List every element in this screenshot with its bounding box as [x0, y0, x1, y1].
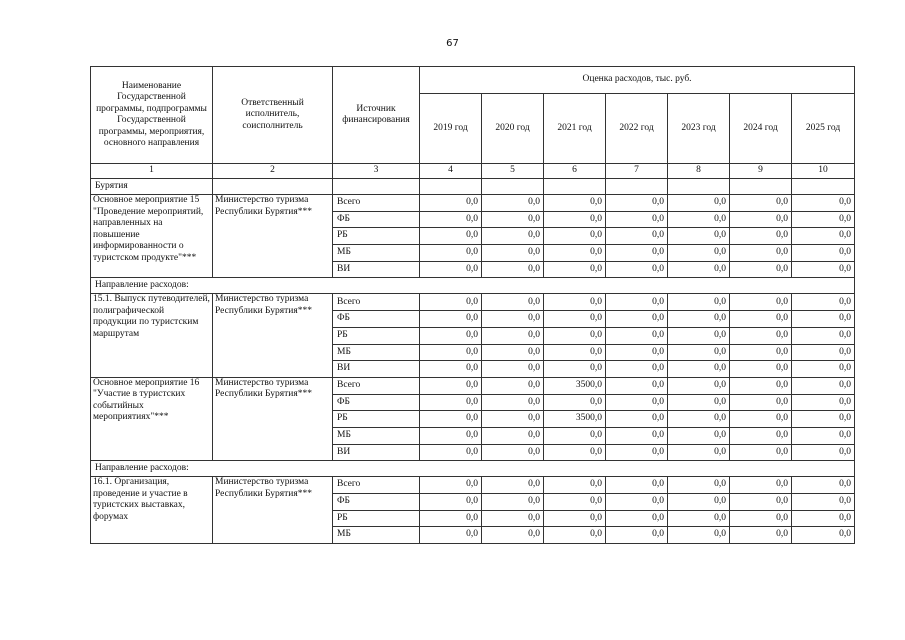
- amount-cell: 0,0: [668, 228, 730, 245]
- amount-cell: 0,0: [606, 477, 668, 494]
- amount-cell: 3500,0: [544, 377, 606, 394]
- amount-cell: 0,0: [730, 427, 792, 444]
- header-year: 2020 год: [482, 94, 544, 164]
- amount-cell: 0,0: [544, 477, 606, 494]
- funding-source: РБ: [333, 228, 420, 245]
- amount-cell: 0,0: [668, 444, 730, 461]
- amount-cell: 0,0: [730, 527, 792, 544]
- column-numbers-row: [91, 164, 855, 179]
- amount-cell: 0,0: [482, 211, 544, 228]
- amount-cell: 0,0: [544, 527, 606, 544]
- amount-cell: 0,0: [544, 261, 606, 278]
- amount-cell: 3500,0: [544, 411, 606, 428]
- amount-cell: 0,0: [420, 377, 482, 394]
- amount-cell: 0,0: [730, 510, 792, 527]
- amount-cell: 0,0: [606, 245, 668, 262]
- executor-name: Министерство туризма Республики Бурятия***: [213, 195, 333, 278]
- amount-cell: 0,0: [420, 311, 482, 328]
- amount-cell: 0,0: [420, 211, 482, 228]
- amount-cell: 0,0: [482, 427, 544, 444]
- amount-cell: 0,0: [482, 195, 544, 212]
- amount-cell: 0,0: [420, 195, 482, 212]
- header-year: 2019 год: [420, 94, 482, 164]
- column-number: 3: [333, 164, 420, 179]
- region-cell: Бурятия: [91, 179, 213, 195]
- amount-cell: 0,0: [792, 377, 855, 394]
- amount-cell: 0,0: [730, 245, 792, 262]
- amount-cell: 0,0: [792, 294, 855, 311]
- amount-cell: 0,0: [730, 228, 792, 245]
- budget-table: [90, 66, 855, 544]
- funding-source: МБ: [333, 427, 420, 444]
- amount-cell: 0,0: [606, 361, 668, 378]
- measure-name: 16.1. Организация, проведение и участие в туристских выставках, форумах: [91, 477, 213, 544]
- amount-cell: 0,0: [420, 245, 482, 262]
- header-funding-source: Источник финансирования: [333, 67, 420, 164]
- table-row: [91, 477, 855, 494]
- page-number: 67: [446, 38, 459, 49]
- direction-row: [91, 461, 855, 477]
- table-row: [91, 377, 855, 394]
- column-number: 6: [544, 164, 606, 179]
- amount-cell: 0,0: [792, 211, 855, 228]
- amount-cell: 0,0: [668, 294, 730, 311]
- amount-cell: 0,0: [792, 411, 855, 428]
- amount-cell: 0,0: [668, 427, 730, 444]
- amount-cell: 0,0: [544, 195, 606, 212]
- amount-cell: 0,0: [482, 394, 544, 411]
- amount-cell: 0,0: [544, 228, 606, 245]
- amount-cell: 0,0: [668, 494, 730, 511]
- column-number: 2: [213, 164, 333, 179]
- column-number: 7: [606, 164, 668, 179]
- funding-source: Всего: [333, 294, 420, 311]
- column-number: 5: [482, 164, 544, 179]
- executor-name: Министерство туризма Республики Бурятия***: [213, 294, 333, 377]
- amount-cell: 0,0: [668, 377, 730, 394]
- amount-cell: 0,0: [668, 261, 730, 278]
- measure-name: Основное мероприятие 16 "Участие в туристских событийных мероприятиях"***: [91, 377, 213, 460]
- amount-cell: 0,0: [792, 394, 855, 411]
- amount-cell: 0,0: [730, 494, 792, 511]
- table-row: [91, 294, 855, 311]
- header-program-name: Наименование Государственной программы, подпрограммы Государственной программы, мероприятия, основного направления: [91, 67, 213, 164]
- amount-cell: 0,0: [792, 510, 855, 527]
- executor-name: Министерство туризма Республики Бурятия***: [213, 377, 333, 460]
- amount-cell: 0,0: [606, 228, 668, 245]
- funding-source: РБ: [333, 411, 420, 428]
- amount-cell: 0,0: [668, 477, 730, 494]
- table-body: [91, 179, 855, 544]
- header-year: 2025 год: [792, 94, 855, 164]
- amount-cell: 0,0: [544, 311, 606, 328]
- header-executor: Ответственный исполнитель, соисполнитель: [213, 67, 333, 164]
- amount-cell: 0,0: [606, 344, 668, 361]
- amount-cell: 0,0: [792, 527, 855, 544]
- amount-cell: 0,0: [730, 327, 792, 344]
- amount-cell: 0,0: [482, 477, 544, 494]
- amount-cell: 0,0: [668, 344, 730, 361]
- direction-label: Направление расходов:: [91, 461, 855, 477]
- amount-cell: 0,0: [544, 510, 606, 527]
- amount-cell: 0,0: [606, 327, 668, 344]
- measure-name: 15.1. Выпуск путеводителей, полиграфической продукции по туристским маршрутам: [91, 294, 213, 377]
- amount-cell: 0,0: [792, 311, 855, 328]
- amount-cell: 0,0: [792, 228, 855, 245]
- amount-cell: 0,0: [606, 510, 668, 527]
- amount-cell: 0,0: [730, 261, 792, 278]
- amount-cell: 0,0: [606, 527, 668, 544]
- amount-cell: 0,0: [420, 411, 482, 428]
- amount-cell: 0,0: [482, 444, 544, 461]
- amount-cell: 0,0: [544, 211, 606, 228]
- funding-source: РБ: [333, 327, 420, 344]
- amount-cell: 0,0: [544, 427, 606, 444]
- amount-cell: 0,0: [606, 394, 668, 411]
- amount-cell: 0,0: [730, 294, 792, 311]
- amount-cell: 0,0: [420, 527, 482, 544]
- amount-cell: 0,0: [420, 494, 482, 511]
- header-year: 2024 год: [730, 94, 792, 164]
- amount-cell: 0,0: [730, 411, 792, 428]
- amount-cell: 0,0: [482, 377, 544, 394]
- amount-cell: 0,0: [606, 311, 668, 328]
- amount-cell: 0,0: [606, 411, 668, 428]
- amount-cell: 0,0: [668, 311, 730, 328]
- amount-cell: 0,0: [420, 361, 482, 378]
- amount-cell: 0,0: [420, 444, 482, 461]
- amount-cell: 0,0: [482, 411, 544, 428]
- amount-cell: 0,0: [792, 344, 855, 361]
- amount-cell: 0,0: [668, 527, 730, 544]
- funding-source: ВИ: [333, 444, 420, 461]
- amount-cell: 0,0: [792, 245, 855, 262]
- funding-source: Всего: [333, 477, 420, 494]
- direction-row: [91, 278, 855, 294]
- funding-source: ФБ: [333, 494, 420, 511]
- funding-source: ФБ: [333, 394, 420, 411]
- amount-cell: 0,0: [606, 377, 668, 394]
- amount-cell: 0,0: [668, 394, 730, 411]
- amount-cell: 0,0: [792, 327, 855, 344]
- amount-cell: 0,0: [420, 477, 482, 494]
- amount-cell: 0,0: [730, 394, 792, 411]
- amount-cell: 0,0: [420, 228, 482, 245]
- amount-cell: 0,0: [482, 361, 544, 378]
- amount-cell: 0,0: [730, 477, 792, 494]
- amount-cell: 0,0: [606, 444, 668, 461]
- amount-cell: 0,0: [544, 361, 606, 378]
- amount-cell: 0,0: [668, 510, 730, 527]
- amount-cell: 0,0: [544, 444, 606, 461]
- amount-cell: 0,0: [482, 344, 544, 361]
- amount-cell: 0,0: [792, 477, 855, 494]
- amount-cell: 0,0: [420, 394, 482, 411]
- amount-cell: 0,0: [606, 494, 668, 511]
- funding-source: Всего: [333, 377, 420, 394]
- measure-name: Основное мероприятие 15 "Проведение мероприятий, направленных на повышение информированности о туристском продукте"***: [91, 195, 213, 278]
- amount-cell: 0,0: [792, 427, 855, 444]
- amount-cell: 0,0: [606, 211, 668, 228]
- header-year: 2023 год: [668, 94, 730, 164]
- table-row: [91, 195, 855, 212]
- amount-cell: 0,0: [792, 444, 855, 461]
- funding-source: РБ: [333, 510, 420, 527]
- funding-source: МБ: [333, 527, 420, 544]
- funding-source: Всего: [333, 195, 420, 212]
- funding-source: ФБ: [333, 211, 420, 228]
- amount-cell: 0,0: [730, 344, 792, 361]
- amount-cell: 0,0: [420, 294, 482, 311]
- header-expense-estimate: Оценка расходов, тыс. руб.: [420, 67, 855, 94]
- amount-cell: 0,0: [420, 427, 482, 444]
- column-number: 9: [730, 164, 792, 179]
- amount-cell: 0,0: [544, 245, 606, 262]
- amount-cell: 0,0: [606, 427, 668, 444]
- column-number: 4: [420, 164, 482, 179]
- amount-cell: 0,0: [730, 195, 792, 212]
- amount-cell: 0,0: [482, 294, 544, 311]
- funding-source: МБ: [333, 344, 420, 361]
- funding-source: ВИ: [333, 261, 420, 278]
- amount-cell: 0,0: [668, 211, 730, 228]
- amount-cell: 0,0: [730, 444, 792, 461]
- amount-cell: 0,0: [544, 494, 606, 511]
- funding-source: ВИ: [333, 361, 420, 378]
- amount-cell: 0,0: [482, 510, 544, 527]
- amount-cell: 0,0: [730, 211, 792, 228]
- amount-cell: 0,0: [420, 510, 482, 527]
- amount-cell: 0,0: [482, 527, 544, 544]
- column-number: 1: [91, 164, 213, 179]
- amount-cell: 0,0: [668, 195, 730, 212]
- amount-cell: 0,0: [482, 261, 544, 278]
- funding-source: МБ: [333, 245, 420, 262]
- amount-cell: 0,0: [606, 195, 668, 212]
- column-number: 10: [792, 164, 855, 179]
- amount-cell: 0,0: [482, 245, 544, 262]
- direction-label: Направление расходов:: [91, 278, 855, 294]
- amount-cell: 0,0: [544, 327, 606, 344]
- funding-source: ФБ: [333, 311, 420, 328]
- amount-cell: 0,0: [792, 261, 855, 278]
- amount-cell: 0,0: [792, 361, 855, 378]
- amount-cell: 0,0: [668, 327, 730, 344]
- amount-cell: 0,0: [668, 411, 730, 428]
- amount-cell: 0,0: [792, 195, 855, 212]
- amount-cell: 0,0: [544, 394, 606, 411]
- executor-name: Министерство туризма Республики Бурятия***: [213, 477, 333, 544]
- amount-cell: 0,0: [482, 327, 544, 344]
- amount-cell: 0,0: [606, 294, 668, 311]
- amount-cell: 0,0: [730, 311, 792, 328]
- amount-cell: 0,0: [544, 294, 606, 311]
- header-year: 2021 год: [544, 94, 606, 164]
- amount-cell: 0,0: [482, 311, 544, 328]
- amount-cell: 0,0: [792, 494, 855, 511]
- amount-cell: 0,0: [606, 261, 668, 278]
- amount-cell: 0,0: [482, 494, 544, 511]
- amount-cell: 0,0: [420, 344, 482, 361]
- amount-cell: 0,0: [730, 361, 792, 378]
- amount-cell: 0,0: [482, 228, 544, 245]
- amount-cell: 0,0: [544, 344, 606, 361]
- amount-cell: 0,0: [420, 261, 482, 278]
- amount-cell: 0,0: [668, 245, 730, 262]
- column-number: 8: [668, 164, 730, 179]
- amount-cell: 0,0: [730, 377, 792, 394]
- header-year: 2022 год: [606, 94, 668, 164]
- amount-cell: 0,0: [668, 361, 730, 378]
- amount-cell: 0,0: [420, 327, 482, 344]
